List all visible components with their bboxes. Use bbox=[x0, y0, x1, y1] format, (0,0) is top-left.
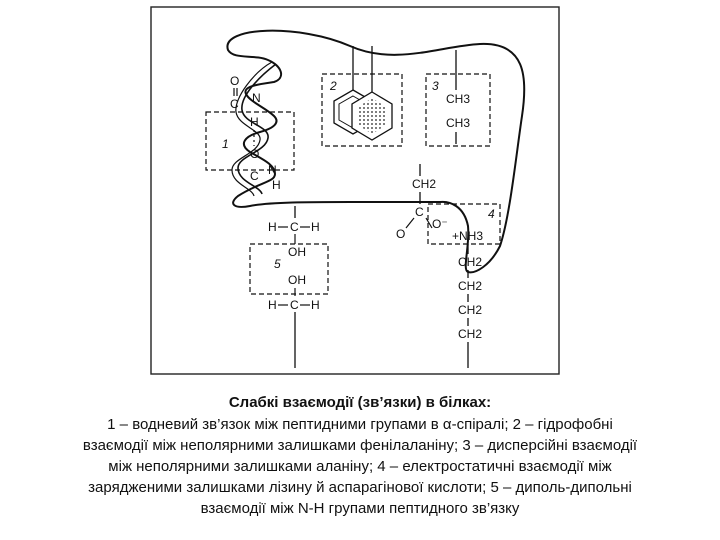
oh-1-label: OH bbox=[288, 245, 306, 259]
ch2-top-label: CH2 bbox=[412, 177, 437, 191]
o-top-label: O bbox=[230, 74, 240, 88]
caption-title: Слабкі взаємодії (зв’язки) в білках: bbox=[228, 394, 492, 411]
c-asp-label: C bbox=[415, 205, 424, 219]
ch2-1-label: CH2 bbox=[458, 255, 483, 269]
h-right-1-label: H bbox=[311, 220, 320, 234]
h-top-label: H bbox=[250, 115, 259, 129]
c-top-label: C bbox=[230, 97, 239, 111]
ch2-4-label: CH2 bbox=[458, 327, 483, 341]
ch2-2-label: CH2 bbox=[458, 279, 483, 293]
h-left-2-label: H bbox=[268, 298, 277, 312]
caption-body bbox=[20, 414, 700, 519]
protein-interactions-figure bbox=[150, 6, 560, 376]
o-minus-label: O⁻ bbox=[432, 217, 448, 231]
figure-caption bbox=[20, 392, 700, 519]
c-mid-label: C bbox=[250, 169, 259, 183]
figure-frame bbox=[151, 7, 559, 374]
box-4-number: 4 bbox=[488, 207, 495, 221]
diagram-canvas bbox=[150, 6, 560, 376]
ch3-a-label: CH3 bbox=[446, 92, 471, 106]
box-2-number: 2 bbox=[330, 79, 337, 93]
asp-co bbox=[406, 218, 414, 228]
box-3-number: 3 bbox=[432, 79, 439, 93]
ch3-b-label: CH3 bbox=[446, 116, 471, 130]
h-left-1-label: H bbox=[268, 220, 277, 234]
caption-line: взаємодії між неполярними залишками фенілаланіну; 3 – дисперсійні взаємодії bbox=[82, 437, 638, 454]
c-1-label: C bbox=[290, 220, 299, 234]
ch2-3-label: CH2 bbox=[458, 303, 483, 317]
n-top-label: N bbox=[252, 91, 261, 105]
caption-line: взаємодії між N-H групами пептидного зв’язку bbox=[200, 500, 520, 517]
nh3-label: +NH3 bbox=[452, 229, 484, 243]
caption-line: зарядженими залишками лізину й аспарагінової кислоти; 5 – диполь-дипольні bbox=[88, 479, 632, 496]
box-1-number: 1 bbox=[222, 137, 229, 151]
n-mid-label: N bbox=[268, 163, 277, 177]
oh-2-label: OH bbox=[288, 273, 306, 287]
caption-line: 1 – водневий зв’язок між пептидними групами в α-спіралі; 2 – гідрофобні bbox=[107, 416, 613, 433]
h-mid-label: H bbox=[272, 178, 281, 192]
h-right-2-label: H bbox=[311, 298, 320, 312]
o-mid-label: O bbox=[250, 147, 260, 161]
o-asp-label: O bbox=[396, 227, 406, 241]
box-5-number: 5 bbox=[274, 257, 281, 271]
c-2-label: C bbox=[290, 298, 299, 312]
caption-line: між неполярними залишками аланіну; 4 – електростатичні взаємодії між bbox=[108, 458, 612, 475]
